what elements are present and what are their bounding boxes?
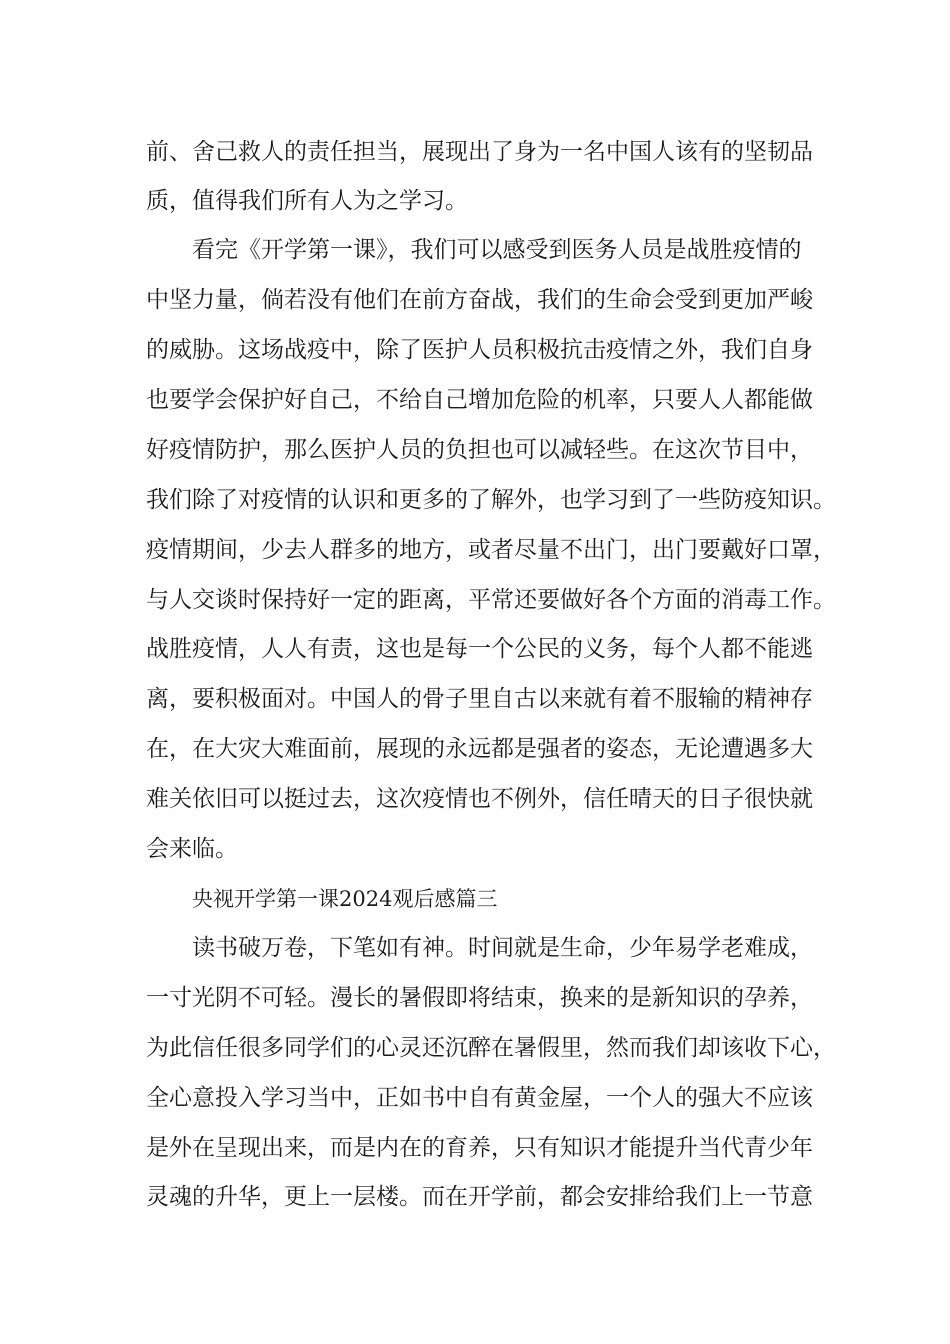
text-line: 会来临。: [146, 836, 238, 862]
text-line: 离，要积极面对。中国人的骨子里自古以来就有着不服输的精神存: [146, 686, 813, 712]
text-line: 前、舍己救人的责任担当，展现出了身为一名中国人该有的坚韧品: [146, 139, 813, 165]
text-line: 疫情期间，少去人群多的地方，或者尽量不出门，出门要戴好口罩，: [146, 537, 836, 563]
text-line: 为此信任很多同学们的心灵还沉醉在暑假里，然而我们却该收下心，: [146, 1035, 836, 1061]
paragraph-start-line: 看完《开学第一课》，我们可以感受到医务人员是战胜疫情的: [192, 237, 802, 263]
paragraph-start-line: 读书破万卷，下笔如有神。时间就是生命，少年易学老难成，: [192, 935, 813, 961]
text-line: 中坚力量，倘若没有他们在前方奋战，我们的生命会受到更加严峻: [146, 287, 813, 313]
text-line: 质，值得我们所有人为之学习。: [146, 188, 468, 214]
text-line: 难关依旧可以挺过去，这次疫情也不例外，信任晴天的日子很快就: [146, 786, 813, 812]
text-line: 全心意投入学习当中，正如书中自有黄金屋，一个人的强大不应该: [146, 1085, 813, 1111]
text-line: 的威胁。这场战疫中，除了医护人员积极抗击疫情之外，我们自身: [146, 337, 813, 363]
text-line: 我们除了对疫情的认识和更多的了解外，也学习到了一些防疫知识。: [146, 487, 836, 513]
text-line: 是外在呈现出来，而是内在的育养，只有知识才能提升当代青少年: [146, 1135, 813, 1161]
text-line: 在，在大灾大难面前，展现的永远都是强者的姿态，无论遭遇多大: [146, 736, 813, 762]
text-line: 战胜疫情，人人有责，这也是每一个公民的义务，每个人都不能逃: [146, 636, 813, 662]
text-line: 一寸光阴不可轻。漫长的暑假即将结束，换来的是新知识的孕养，: [146, 985, 813, 1011]
text-line: 好疫情防护，那么医护人员的负担也可以减轻些。在这次节目中，: [146, 437, 813, 463]
text-line: 与人交谈时保持好一定的距离，平常还要做好各个方面的消毒工作。: [146, 587, 836, 613]
text-line: 也要学会保护好自己，不给自己增加危险的机率，只要人人都能做: [146, 387, 813, 413]
section-heading: 央视开学第一课2024观后感篇三: [192, 887, 498, 911]
text-line: 灵魂的升华，更上一层楼。而在开学前，都会安排给我们上一节意: [146, 1184, 813, 1210]
